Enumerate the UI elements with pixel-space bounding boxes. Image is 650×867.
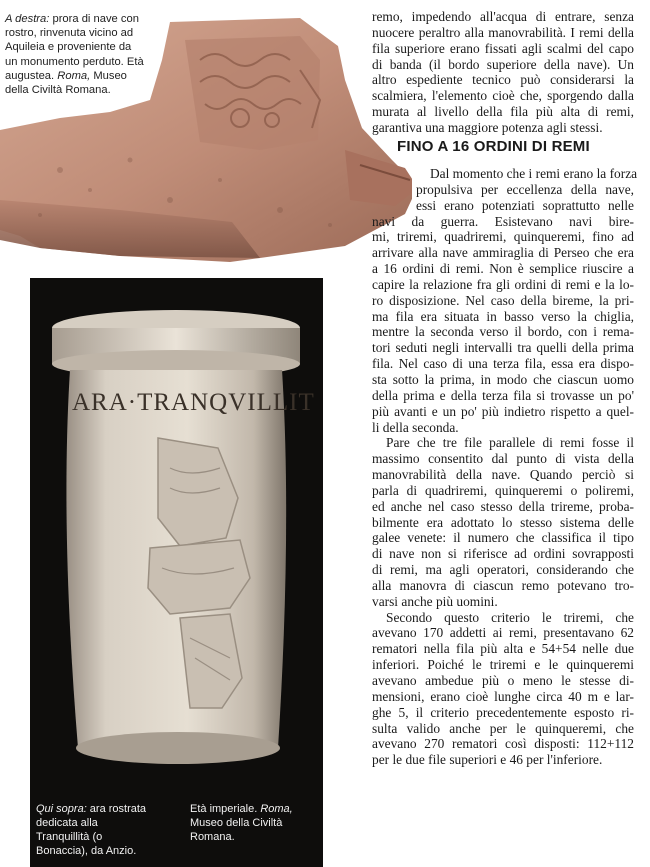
body-line: ghe 5, il criterio precedentemente esposto ri- xyxy=(372,704,634,720)
caption-prow-museum: Museo della Civiltà Romana. xyxy=(5,69,127,97)
altar-photo xyxy=(30,278,323,867)
body-line: avevano 270 rematori così disposti: 112+112 xyxy=(372,736,634,752)
body-line: bilmente era adottato lo stesso sistema delle xyxy=(372,514,634,530)
caption-altar-text: ara rostrata dedicata alla Tranquillità (o Bonaccia), da Anzio. xyxy=(36,803,147,857)
body-line: sta sotto la prima, in modo che ciascun uomo xyxy=(372,371,634,387)
body-line: rematori nella fila più alta e 54+54 nelle due xyxy=(372,641,634,657)
body-line: a 16 ordini di remi. Non è semplice riuscire a xyxy=(372,261,634,277)
caption-prow-place: Roma, xyxy=(57,69,91,82)
body-line: galee venete: il numero che classifica il tipo xyxy=(372,530,634,546)
body-line: mentre la seconda verso il bordo, con i rema- xyxy=(372,324,634,340)
caption-prow xyxy=(5,12,145,97)
caption-altar-date xyxy=(190,802,310,844)
intro-text xyxy=(372,9,634,136)
body-line: mi, triremi, quadriremi, quinqueremi, fino ad xyxy=(372,229,634,245)
body-line: Dal momento che i remi erano la forza xyxy=(430,166,638,181)
body-line: avevano 170 addetti ai remi, presentavano 62 xyxy=(372,625,634,641)
body-line: più avanti e un po' più indietro rispetto a quel- xyxy=(372,403,634,419)
body-line: sulta valido anche per le quinqueremi, che xyxy=(372,720,634,736)
body-line: mensioni, erano cioè lunghe circa 40 m e lar- xyxy=(372,688,634,704)
body-line: ro disposizione. Nel caso della bireme, la pri- xyxy=(372,292,634,308)
body-line: inferiori. Poiché le triremi e le quinqueremi xyxy=(372,657,634,673)
body-line: manovrabilità della nave. Quando perciò si xyxy=(372,467,634,483)
body-line: massimo consentito dal punto di vista della xyxy=(372,451,634,467)
body-line: varsi anche più uomini. xyxy=(372,593,498,609)
body-line: di remi, ma agli operatori, considerando che xyxy=(372,562,634,578)
altar-inscription: ARA·TRANQVILLIT xyxy=(72,389,315,416)
body-line: ma fila era situata in basso verso la chiglia, xyxy=(372,308,634,324)
article-body xyxy=(372,166,638,768)
body-line: alla manovra di ciascun remo potevano tro- xyxy=(372,577,634,593)
body-line: arrivare alla nave ammiraglia di Perseo che era xyxy=(372,245,634,261)
caption-prow-label: A destra: xyxy=(5,13,50,25)
intro-paragraph: remo, impedendo all'acqua di entrare, senza nuocere peraltro alla manovrabilità. I remi della fila superiore erano fissati agli scalmi del capo di banda (il bordo superiore della nave). Un altro espediente tecnico può considerarsi la scalmiera, l'elemento cioè che, sporgendo dalla murata al livello della fila più alta di remi, garantiva una maggiore potenza agli stessi. xyxy=(372,9,634,135)
caption-prow-text: prora di nave con rostro, rinvenuta vicino ad Aquileia e proveniente da un monumento perduto. Età augustea. xyxy=(5,13,144,82)
body-line: tori seduti negli intervalli tra quelli della prima xyxy=(372,340,634,356)
body-line: Secondo questo criterio le triremi, che xyxy=(386,609,634,625)
caption-altar-label: Qui sopra: xyxy=(36,803,87,815)
caption-altar-date-text: Età imperiale. xyxy=(190,803,261,815)
body-line: parla di quadriremi, quinqueremi o poliremi, xyxy=(372,482,634,498)
body-line: propulsiva per eccellenza della nave, xyxy=(416,181,634,197)
body-line: Pare che tre file parallele di remi fosse il xyxy=(386,435,634,451)
altar-image xyxy=(30,278,323,778)
caption-altar-museum: Museo della Civiltà Romana. xyxy=(190,817,283,843)
caption-altar-place: Roma, xyxy=(260,803,293,815)
body-line: navi da guerra. Esistevano navi bire- xyxy=(372,213,634,229)
body-line: li della seconda. xyxy=(372,419,459,435)
body-line: capire la relazione fra gli ordini di remi e la lo- xyxy=(372,276,634,292)
body-line: fila. Nel caso di una terza fila, essa era dispo- xyxy=(372,356,634,372)
body-line: essi erano potenziati soprattutto nelle xyxy=(416,197,634,213)
body-line: ed anche nel caso stesso della trireme, proba- xyxy=(372,498,634,514)
body-line: avevano ambedue più o meno le stesse di- xyxy=(372,673,634,688)
section-heading: FINO A 16 ORDINI DI REMI xyxy=(397,138,590,155)
caption-altar xyxy=(36,802,154,858)
body-line: della prima e della terza fila si trovasse un po' xyxy=(372,387,634,403)
body-line: di nave non si riferisce ad ordini sovrapposti xyxy=(372,546,634,562)
body-line: per le due file superiori e 46 per l'inferiore. xyxy=(372,752,603,768)
